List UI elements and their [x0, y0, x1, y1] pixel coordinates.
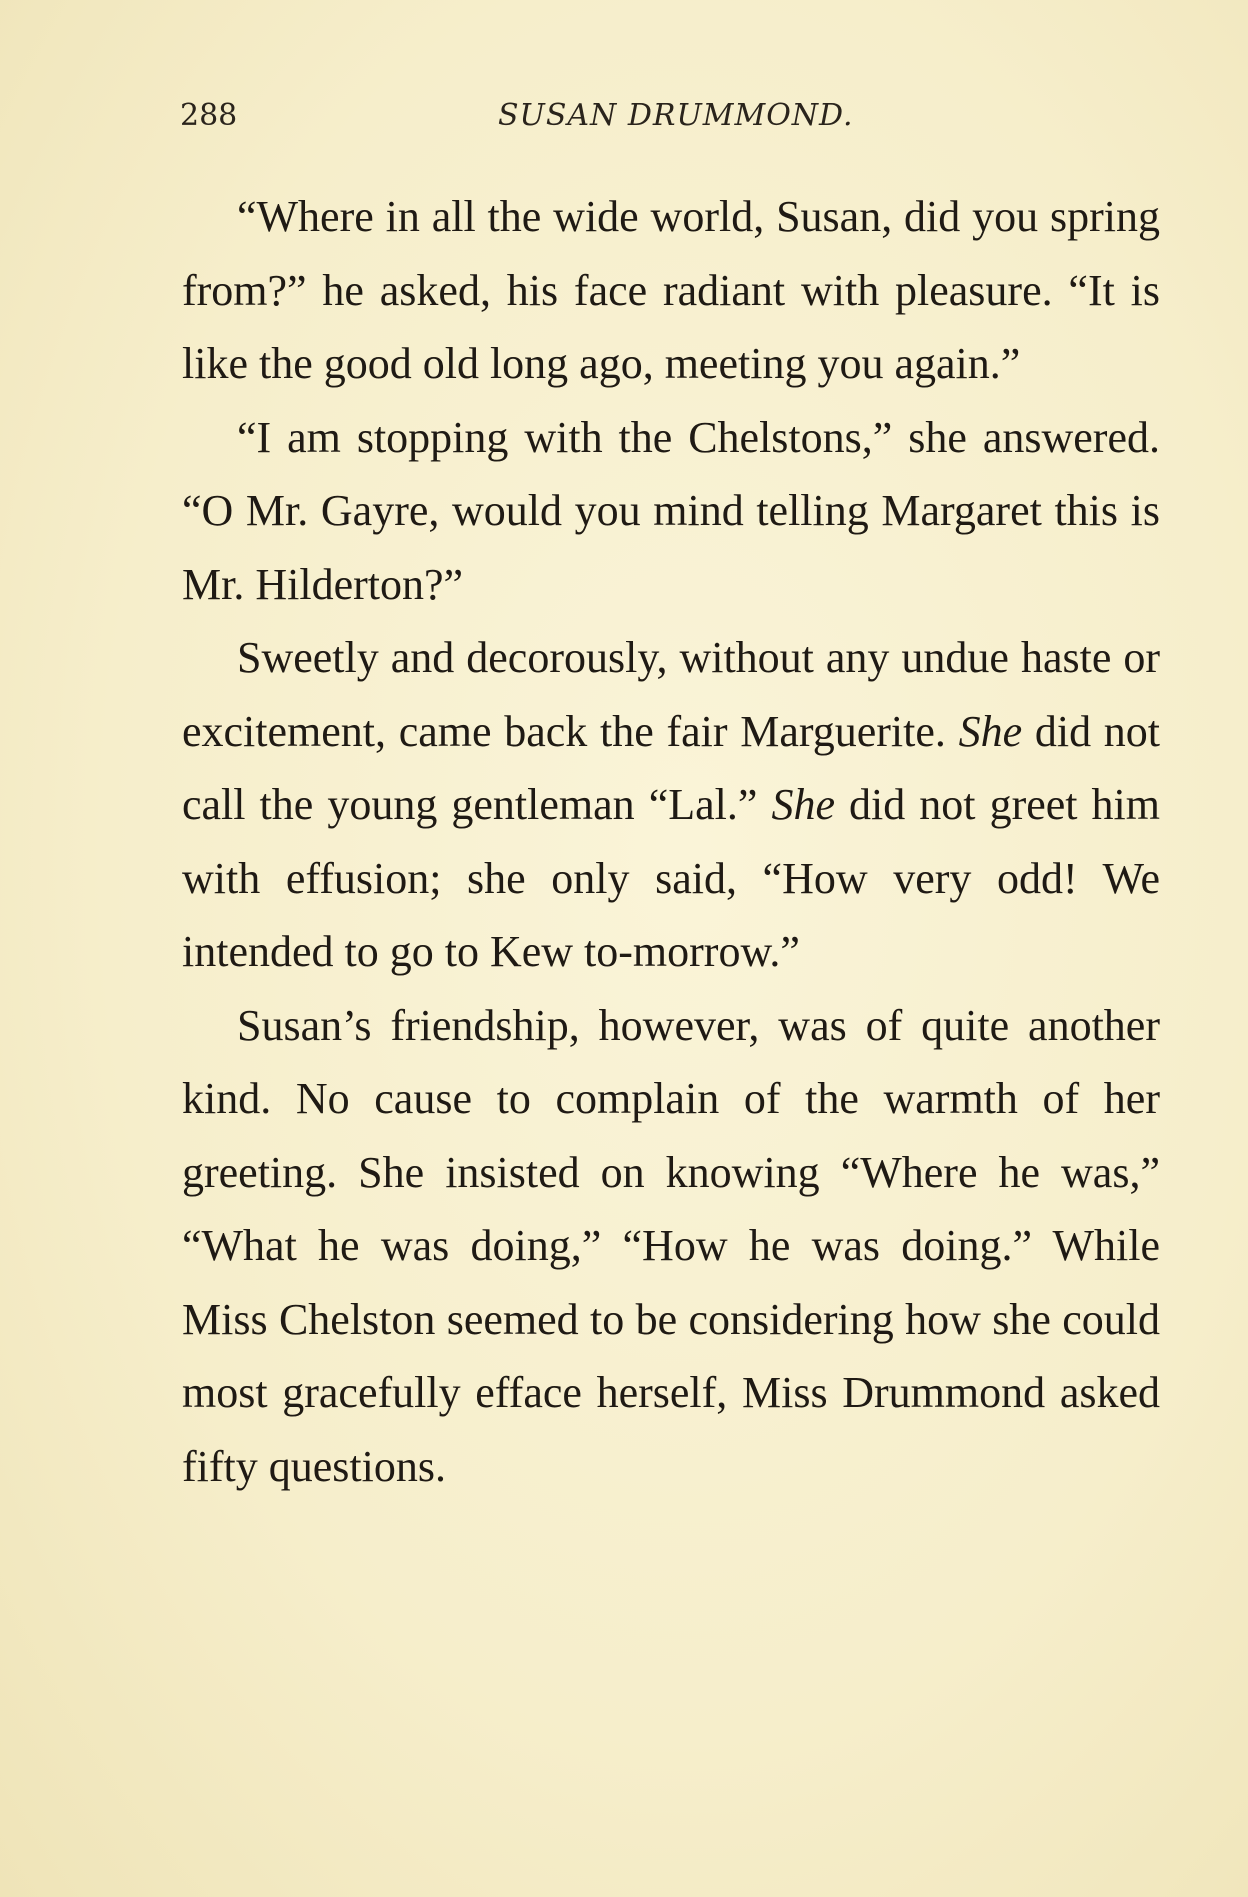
running-title: SUSAN DRUMMOND.: [498, 98, 854, 133]
paragraph-1: “Where in all the wide world, Susan, did you spring from?” he asked, his face radiant with pleasure. “It is like the good old long ago, meeting you again.”: [182, 192, 1160, 388]
paragraph-4: Susan’s friendship, however, was of quite another kind. No cause to complain of the warmth of her greeting. She insisted on knowing “Where he was,” “What he was doing,” “How he was doing.” While Miss Chelston seemed to be considering how she could most gracefully efface herself, Miss Drummond asked fifty questions.: [182, 1000, 1160, 1491]
page-header: [180, 98, 1180, 138]
paragraph-3-part-c: did not call the young gentleman “Lal.”: [182, 706, 1161, 829]
body-text: [182, 180, 1160, 1503]
page-number: 288: [180, 98, 238, 133]
emphasis-she-1: She: [958, 706, 1023, 756]
paragraph-3: [182, 621, 1160, 989]
paragraph-3-part-a: Sweetly and decorously, without any undue haste or excitement, came back the fair Marguerite.: [182, 633, 1160, 756]
paragraph-2: “I am stopping with the Chelstons,” she answered. “O Mr. Gayre, would you mind telling Margaret this is Mr. Hilderton?”: [182, 412, 1160, 609]
emphasis-she-2: She: [771, 780, 835, 829]
paragraph-3-part-e: did not greet him with effusion; she only said, “How very odd! We intended to go to Kew to-morrow.”: [182, 780, 1161, 976]
